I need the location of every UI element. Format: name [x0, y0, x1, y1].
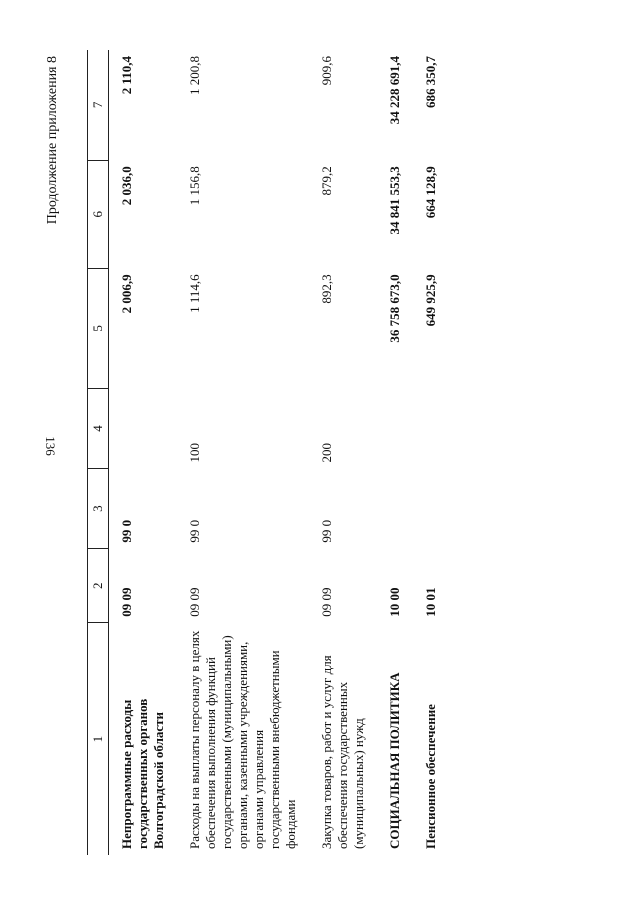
- row-type: 100: [187, 443, 202, 463]
- budget-table: [87, 50, 449, 855]
- column-header: 1: [88, 623, 109, 855]
- table-row: [109, 50, 178, 855]
- column-header: 6: [88, 160, 109, 268]
- row-value-2: 2 036,0: [119, 166, 134, 206]
- row-value-2: 1 156,8: [187, 166, 202, 206]
- row-value-3: 909,6: [319, 56, 334, 86]
- row-name: Пенсионное обеспечение: [423, 704, 438, 849]
- table-row: [413, 50, 449, 855]
- row-type: 200: [319, 443, 334, 463]
- row-value-2: 34 841 553,3: [387, 166, 402, 235]
- column-header: 4: [88, 388, 109, 468]
- row-name: Расходы на выплаты персоналу в целях обеспечения выполнения функций государственными (муниципальными) органами, казенными учреждениями, органами управления государственными внебюджетными фондами: [187, 630, 298, 849]
- row-value-1: 649 925,9: [423, 274, 438, 327]
- row-value-3: 1 200,8: [187, 56, 202, 95]
- row-value-3: 686 350,7: [423, 56, 438, 108]
- row-value-3: 34 228 691,4: [387, 56, 402, 125]
- row-target: 99 0: [319, 519, 334, 543]
- column-header: 3: [88, 469, 109, 549]
- row-type: [377, 388, 413, 468]
- row-value-2: 879,2: [319, 166, 334, 196]
- row-name: Закупка товаров, работ и услуг для обеспечения государственных (муниципальных) нужд: [319, 655, 366, 849]
- table-row: [377, 50, 413, 855]
- row-section: 09 09: [319, 587, 334, 617]
- row-name: СОЦИАЛЬНАЯ ПОЛИТИКА: [387, 672, 402, 849]
- row-value-3: 2 110,4: [119, 56, 134, 95]
- row-value-1: 36 758 673,0: [387, 274, 402, 343]
- table-body: [109, 50, 450, 855]
- row-type: [109, 388, 178, 468]
- row-value-1: 892,3: [319, 274, 334, 304]
- column-number-row: [88, 50, 109, 855]
- row-section: 10 00: [387, 587, 402, 617]
- row-target: 99 0: [119, 519, 134, 543]
- page-number: 136: [42, 436, 58, 456]
- appendix-caption: Продолжение приложения 8: [45, 56, 60, 225]
- row-section: 09 09: [119, 587, 134, 617]
- row-target: 99 0: [187, 519, 202, 543]
- row-target: [413, 469, 449, 549]
- row-value-2: 664 128,9: [423, 166, 438, 219]
- row-value-1: 2 006,9: [119, 274, 134, 314]
- row-target: [377, 469, 413, 549]
- row-section: 09 09: [187, 587, 202, 617]
- row-name: Непрограммные расходы государственных органов Волгоградской области: [119, 698, 166, 849]
- table-header: [88, 50, 109, 855]
- column-header: 2: [88, 549, 109, 623]
- table-row: [309, 50, 377, 855]
- row-type: [413, 388, 449, 468]
- row-section: 10 01: [423, 587, 438, 617]
- column-header: 7: [88, 50, 109, 160]
- table-row: [177, 50, 309, 855]
- row-value-1: 1 114,6: [187, 274, 202, 313]
- column-header: 5: [88, 268, 109, 388]
